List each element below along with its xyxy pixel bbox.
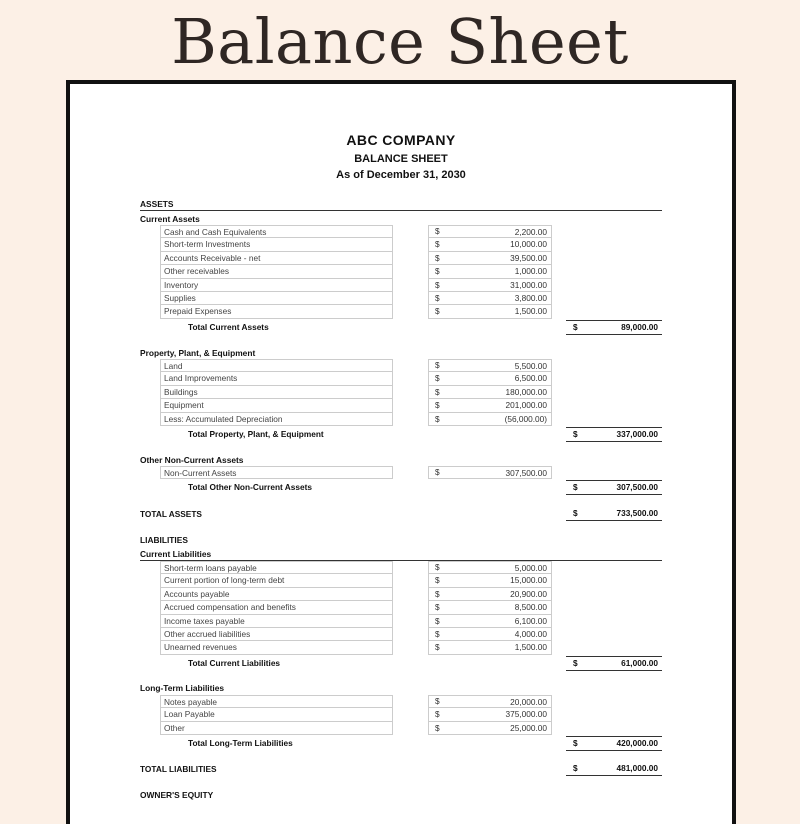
- line-item-row: [160, 708, 550, 721]
- currency-symbol: $: [573, 658, 578, 668]
- line-item-value: 1,500.00: [428, 641, 552, 654]
- total-current-liabilities-value: 61,000.00: [621, 658, 658, 668]
- line-item-row: [160, 359, 550, 372]
- total-assets: [566, 507, 662, 521]
- line-item-row: [160, 601, 550, 614]
- total-other-noncurrent-label: Total Other Non-Current Assets: [188, 482, 313, 492]
- currency-symbol: $: [435, 252, 440, 263]
- line-item-value: 2,200.00: [428, 225, 552, 238]
- assets-heading: ASSETS: [140, 199, 662, 211]
- currency-symbol: $: [435, 467, 440, 477]
- longterm-liabilities-heading: Long-Term Liabilities: [140, 683, 225, 693]
- line-item-row: [160, 238, 550, 251]
- line-item-value: 10,000.00: [428, 238, 552, 251]
- currency-symbol: $: [435, 628, 440, 639]
- line-item-label: Inventory: [160, 279, 393, 292]
- current-liabilities-list: [160, 561, 550, 655]
- currency-symbol: $: [435, 266, 440, 277]
- line-item-value: 4,000.00: [428, 628, 552, 641]
- line-item-value: 1,000.00: [428, 265, 552, 278]
- current-assets-heading: Current Assets: [140, 214, 200, 224]
- total-longterm-liabilities-value: 420,000.00: [616, 738, 658, 748]
- total-other-noncurrent-value: 307,500.00: [616, 482, 658, 492]
- line-item-value: 180,000.00: [428, 386, 552, 399]
- liabilities-heading: LIABILITIES: [140, 535, 188, 545]
- line-item-row: [160, 466, 550, 479]
- line-item-value: 31,000.00: [428, 279, 552, 292]
- line-item-row: [160, 292, 550, 305]
- currency-symbol: $: [573, 508, 578, 518]
- currency-symbol: $: [573, 429, 578, 439]
- line-item-row: [160, 574, 550, 587]
- total-ppe: [566, 427, 662, 442]
- line-item-label: Other receivables: [160, 265, 393, 278]
- total-liabilities-label: TOTAL LIABILITIES: [140, 764, 217, 774]
- total-ppe-label: Total Property, Plant, & Equipment: [188, 429, 324, 439]
- line-item-label: Income taxes payable: [160, 615, 393, 628]
- currency-symbol: $: [573, 322, 578, 332]
- total-assets-label: TOTAL ASSETS: [140, 509, 202, 519]
- line-item-label: Current portion of long-term debt: [160, 574, 393, 587]
- line-item-row: [160, 561, 550, 574]
- currency-symbol: $: [435, 642, 440, 653]
- line-item-value: 5,000.00: [428, 561, 552, 574]
- total-longterm-liabilities-label: Total Long-Term Liabilities: [188, 738, 293, 748]
- line-item-value: 3,800.00: [428, 292, 552, 305]
- total-current-assets-label: Total Current Assets: [188, 322, 269, 332]
- company-name: ABC COMPANY: [346, 132, 456, 148]
- line-item-row: [160, 265, 550, 278]
- currency-symbol: $: [435, 602, 440, 613]
- line-item-value: 20,000.00: [428, 695, 552, 708]
- currency-symbol: $: [435, 413, 440, 424]
- currency-symbol: $: [435, 306, 440, 317]
- currency-symbol: $: [435, 696, 440, 706]
- currency-symbol: $: [435, 562, 440, 572]
- line-item-label: Prepaid Expenses: [160, 305, 393, 318]
- ppe-heading: Property, Plant, & Equipment: [140, 348, 256, 358]
- line-item-value: 20,900.00: [428, 588, 552, 601]
- line-item-row: [160, 225, 550, 238]
- total-other-noncurrent: [566, 480, 662, 495]
- line-item-row: [160, 722, 550, 735]
- total-liabilities: [566, 762, 662, 776]
- line-item-label: Short-term loans payable: [160, 561, 393, 574]
- banner-title: Balance Sheet: [171, 5, 629, 78]
- line-item-value: 39,500.00: [428, 252, 552, 265]
- line-item-value: 6,100.00: [428, 615, 552, 628]
- currency-symbol: $: [435, 575, 440, 586]
- currency-symbol: $: [573, 482, 578, 492]
- total-current-liabilities-label: Total Current Liabilities: [188, 658, 281, 668]
- line-item-row: [160, 372, 550, 385]
- total-current-assets: [566, 320, 662, 335]
- currency-symbol: $: [435, 400, 440, 411]
- total-ppe-value: 337,000.00: [616, 429, 658, 439]
- report-date: As of December 31, 2030: [336, 169, 466, 181]
- line-item-value: 1,500.00: [428, 305, 552, 318]
- line-item-value: 15,000.00: [428, 574, 552, 587]
- line-item-row: [160, 386, 550, 399]
- document-title: BALANCE SHEET: [354, 153, 448, 165]
- currency-symbol: $: [435, 360, 440, 370]
- line-item-row: [160, 305, 550, 318]
- line-item-row: [160, 695, 550, 708]
- total-assets-value: 733,500.00: [616, 508, 658, 518]
- line-item-row: [160, 628, 550, 641]
- balance-sheet-document: [66, 80, 736, 824]
- currency-symbol: $: [435, 292, 440, 303]
- currency-symbol: $: [435, 226, 440, 236]
- line-item-label: Land Improvements: [160, 372, 393, 385]
- line-item-row: [160, 641, 550, 654]
- currency-symbol: $: [435, 386, 440, 397]
- line-item-label: Accounts Receivable - net: [160, 252, 393, 265]
- currency-symbol: $: [573, 763, 578, 773]
- currency-symbol: $: [435, 615, 440, 626]
- line-item-value: 6,500.00: [428, 372, 552, 385]
- currency-symbol: $: [435, 588, 440, 599]
- currency-symbol: $: [435, 279, 440, 290]
- other-noncurrent-list: [160, 466, 550, 479]
- line-item-row: [160, 279, 550, 292]
- line-item-row: [160, 413, 550, 426]
- line-item-label: Other: [160, 722, 393, 735]
- line-item-value: 201,000.00: [428, 399, 552, 412]
- owners-equity-heading: OWNER'S EQUITY: [140, 790, 214, 800]
- line-item-label: Supplies: [160, 292, 393, 305]
- other-noncurrent-heading: Other Non-Current Assets: [140, 455, 244, 465]
- line-item-label: Loan Payable: [160, 708, 393, 721]
- line-item-value: 375,000.00: [428, 708, 552, 721]
- current-assets-list: [160, 225, 550, 319]
- total-current-liabilities: [566, 656, 662, 671]
- ppe-list: [160, 359, 550, 426]
- line-item-row: [160, 252, 550, 265]
- current-liabilities-heading: Current Liabilities: [140, 549, 662, 561]
- total-longterm-liabilities: [566, 736, 662, 751]
- total-liabilities-value: 481,000.00: [616, 763, 658, 773]
- line-item-label: Accounts payable: [160, 588, 393, 601]
- line-item-value: 8,500.00: [428, 601, 552, 614]
- longterm-liabilities-list: [160, 695, 550, 735]
- line-item-label: Land: [160, 359, 393, 372]
- line-item-label: Cash and Cash Equivalents: [160, 225, 393, 238]
- line-item-label: Accrued compensation and benefits: [160, 601, 393, 614]
- line-item-row: [160, 399, 550, 412]
- line-item-label: Unearned revenues: [160, 641, 393, 654]
- line-item-label: Less: Accumulated Depreciation: [160, 413, 393, 426]
- total-current-assets-value: 89,000.00: [621, 322, 658, 332]
- line-item-value: 25,000.00: [428, 722, 552, 735]
- currency-symbol: $: [435, 373, 440, 384]
- line-item-row: [160, 588, 550, 601]
- line-item-value: 307,500.00: [428, 466, 552, 479]
- line-item-label: Non-Current Assets: [160, 466, 393, 479]
- currency-symbol: $: [435, 709, 440, 720]
- line-item-value: 5,500.00: [428, 359, 552, 372]
- line-item-value: (56,000.00): [428, 413, 552, 426]
- currency-symbol: $: [435, 239, 440, 250]
- currency-symbol: $: [573, 738, 578, 748]
- line-item-label: Notes payable: [160, 695, 393, 708]
- line-item-label: Buildings: [160, 386, 393, 399]
- currency-symbol: $: [435, 722, 440, 733]
- line-item-row: [160, 615, 550, 628]
- line-item-label: Equipment: [160, 399, 393, 412]
- line-item-label: Other accrued liabilities: [160, 628, 393, 641]
- line-item-label: Short-term Investments: [160, 238, 393, 251]
